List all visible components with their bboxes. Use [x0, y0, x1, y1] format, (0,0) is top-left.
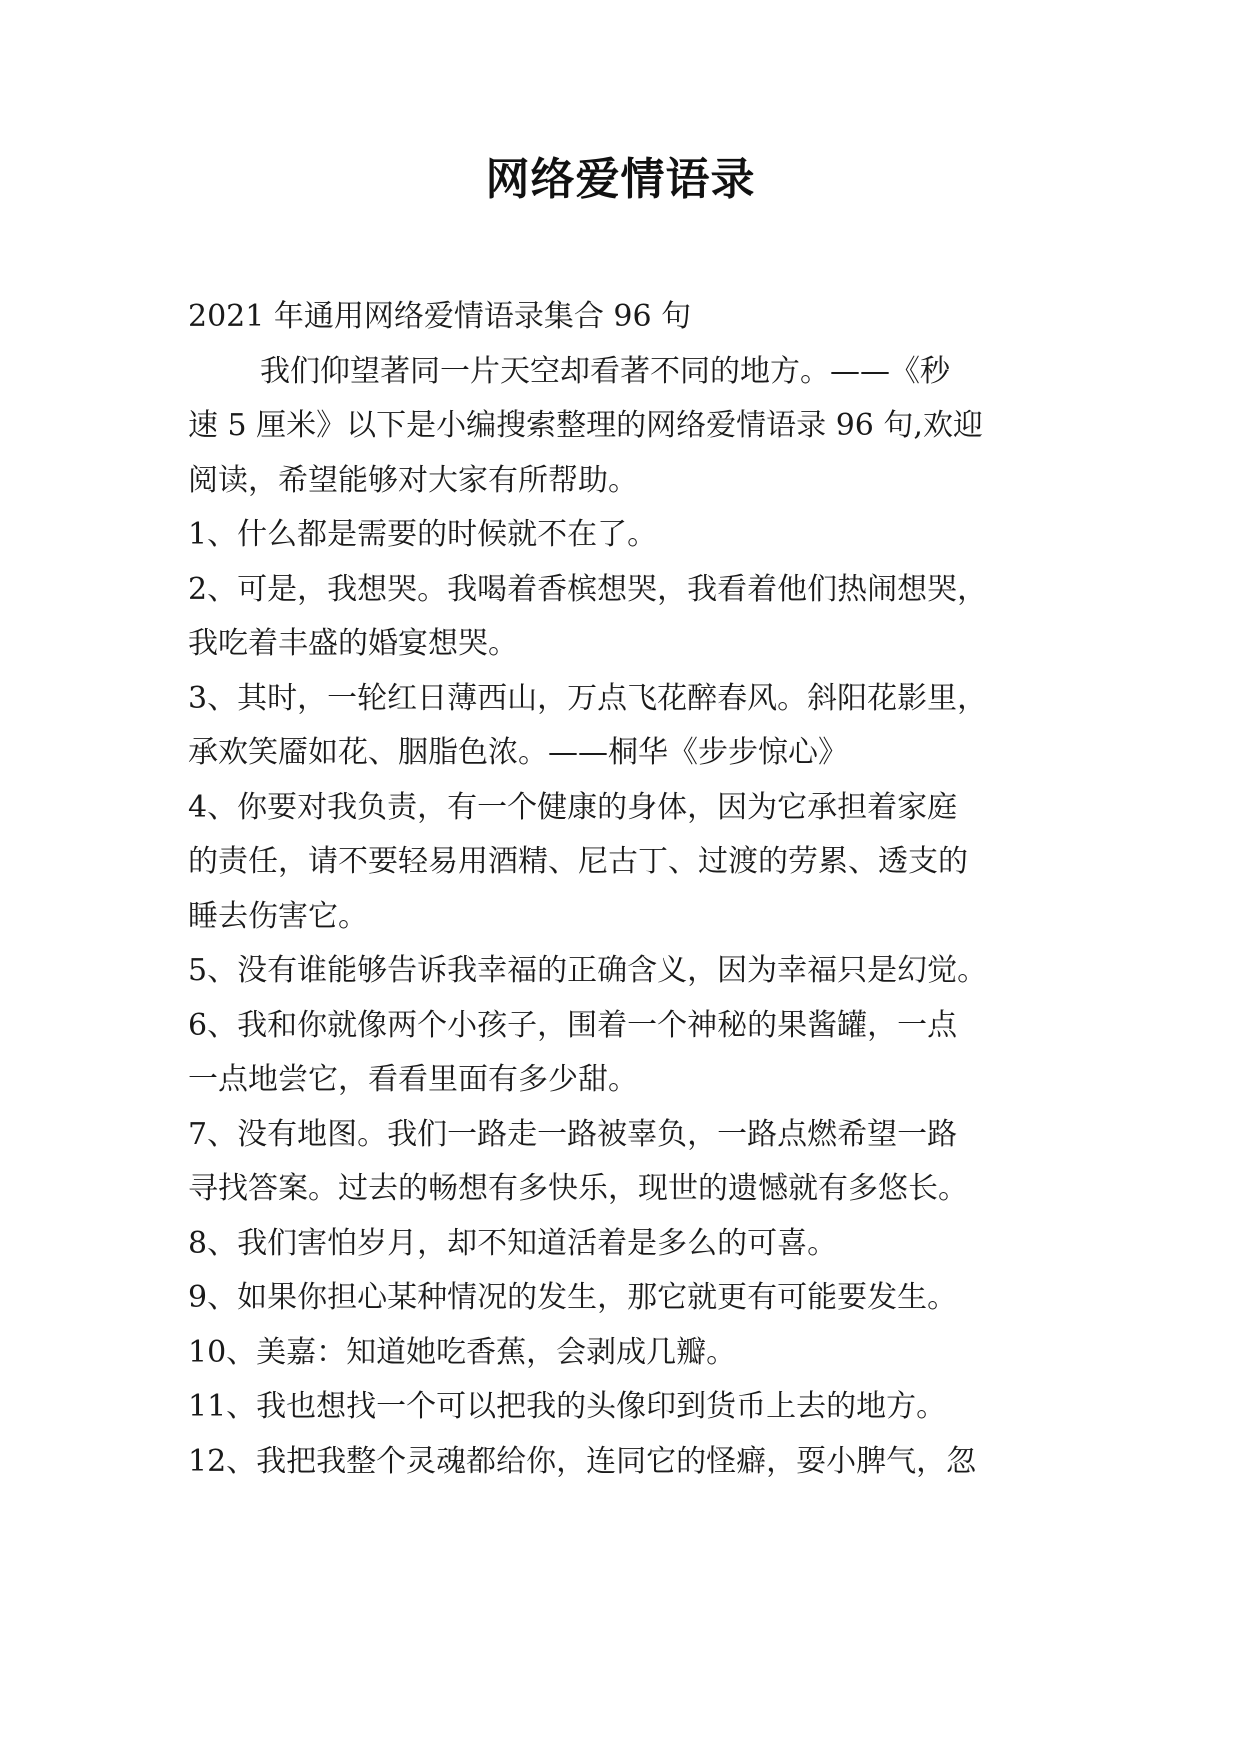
quote-line: 3、其时，一轮红日薄西山，万点飞花醉春风。斜阳花影里， [188, 680, 988, 716]
quote-line: 7、没有地图。我们一路走一路被辜负，一路点燃希望一路 [188, 1116, 958, 1152]
quote-line: 9、如果你担心某种情况的发生，那它就更有可能要发生。 [188, 1280, 958, 1315]
quote-line: 4、你要对我负责，有一个健康的身体，因为它承担着家庭 [188, 789, 958, 825]
quote-line: 的责任，请不要轻易用酒精、尼古丁、过渡的劳累、透支的 [188, 844, 968, 879]
quote-line: 承欢笑靥如花、胭脂色浓。——桐华《步步惊心》 [188, 735, 848, 770]
quote-line: 我吃着丰盛的婚宴想哭。 [188, 626, 518, 661]
intro-line: 我们仰望著同一片天空却看著不同的地方。——《秒 [260, 353, 950, 389]
quote-line: 寻找答案。过去的畅想有多快乐，现世的遗憾就有多悠长。 [188, 1171, 968, 1206]
quote-line: 睡去伤害它。 [188, 898, 368, 934]
document-title: 网络爱情语录 [485, 154, 756, 205]
quote-line: 6、我和你就像两个小孩子，围着一个神秘的果酱罐，一点 [188, 1007, 958, 1043]
intro-line: 阅读，希望能够对大家有所帮助。 [188, 462, 638, 498]
subtitle-line: 2021 年通用网络爱情语录集合 96 句 [188, 299, 692, 334]
quote-line: 12、我把我整个灵魂都给你，连同它的怪癖，耍小脾气，忽 [188, 1443, 977, 1479]
document-body [188, 290, 1068, 1489]
quote-line: 8、我们害怕岁月，却不知道活着是多么的可喜。 [188, 1225, 838, 1261]
quote-line: 5、没有谁能够告诉我幸福的正确含义，因为幸福只是幻觉。 [188, 953, 988, 988]
quote-line: 1、什么都是需要的时候就不在了。 [188, 517, 658, 552]
quote-line: 11、我也想找一个可以把我的头像印到货币上去的地方。 [188, 1389, 947, 1424]
intro-line: 速 5 厘米》以下是小编搜索整理的网络爱情语录 96 句,欢迎 [188, 408, 983, 443]
quote-line: 2、可是，我想哭。我喝着香槟想哭，我看着他们热闹想哭， [188, 571, 988, 607]
quote-line: 一点地尝它，看看里面有多少甜。 [188, 1062, 638, 1097]
quote-line: 10、美嘉：知道她吃香蕉，会剥成几瓣。 [188, 1334, 737, 1370]
